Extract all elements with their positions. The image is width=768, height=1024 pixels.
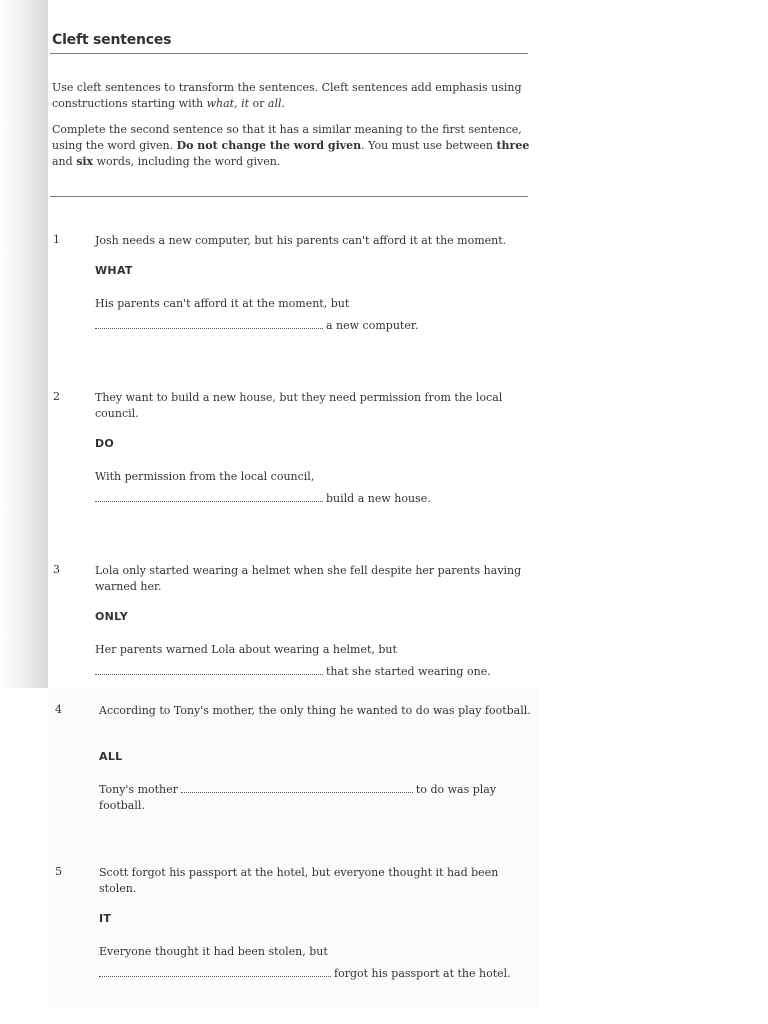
intro-sep: , [234,97,242,110]
instructions-bold-three: three [496,139,530,152]
answer-blank[interactable] [95,318,323,329]
question-stem: Lola only started wearing a helmet when she fell despite her parents having warned her. [95,564,522,593]
instructions-text: words, including the word given. [93,155,281,168]
scan-shadow [0,0,48,688]
second-sentence-lead: His parents can't afford it at the moment, but [95,297,350,310]
second-sentence-lead: Everyone thought it had been stolen, but [99,945,328,958]
intro-paragraph-1 [52,80,532,112]
intro-paragraph-2 [52,122,532,170]
intro-it: it [241,97,250,110]
intro-or: or [249,97,268,110]
answer-line [99,782,496,798]
key-word: DO [95,437,115,450]
page-title: Cleft sentences [52,32,172,48]
instructions-bold-six: six [76,155,94,168]
key-word: IT [99,912,112,925]
intro-end: . [281,97,286,110]
instructions-text: Complete the second sentence so that it has a similar meaning to the first sentence, using the word given. [52,123,522,152]
intro-what: what [206,97,235,110]
question-number: 3 [53,563,60,576]
answer-blank[interactable] [95,491,323,502]
answer-ending: that she started wearing one. [326,665,491,678]
answer-line-continuation: football. [99,799,145,812]
question-number: 4 [55,703,62,716]
answer-line [95,491,431,507]
answer-blank[interactable] [181,782,413,793]
question-number: 1 [53,233,60,246]
instructions-text: and [52,155,77,168]
page-lower-area [48,688,538,1008]
question-stem: Josh needs a new computer, but his parents can't afford it at the moment. [95,234,507,247]
instructions-bold-rule: Do not change the word given [176,139,362,152]
second-sentence-lead: Tony's mother [99,783,178,796]
answer-ending: to do was play [415,783,497,796]
key-word: ALL [99,750,123,763]
answer-line [95,318,418,334]
answer-ending: forgot his passport at the hotel. [334,967,511,980]
second-sentence-lead: With permission from the local council, [95,470,315,483]
answer-ending: build a new house. [326,492,431,505]
answer-line [99,966,511,982]
title-divider [50,53,528,54]
intro-all: all [267,97,282,110]
intro-text: Use cleft sentences to transform the sentences. Cleft sentences add emphasis using constructions starting with [52,81,522,110]
key-word: WHAT [95,264,133,277]
key-word: ONLY [95,610,129,623]
answer-ending: a new computer. [326,319,419,332]
question-stem: Scott forgot his passport at the hotel, but everyone thought it had been stolen. [99,866,499,895]
answer-blank[interactable] [99,966,331,977]
second-sentence-lead: Her parents warned Lola about wearing a helmet, but [95,643,397,656]
question-number: 5 [55,865,62,878]
instructions-text: . You must use between [361,139,497,152]
answer-blank[interactable] [95,664,323,675]
question-number: 2 [53,390,60,403]
question-stem: According to Tony's mother, the only thing he wanted to do was play football. [99,704,531,717]
question-stem: They want to build a new house, but they need permission from the local council. [95,391,503,420]
answer-line [95,664,491,680]
intro-divider [50,196,528,197]
